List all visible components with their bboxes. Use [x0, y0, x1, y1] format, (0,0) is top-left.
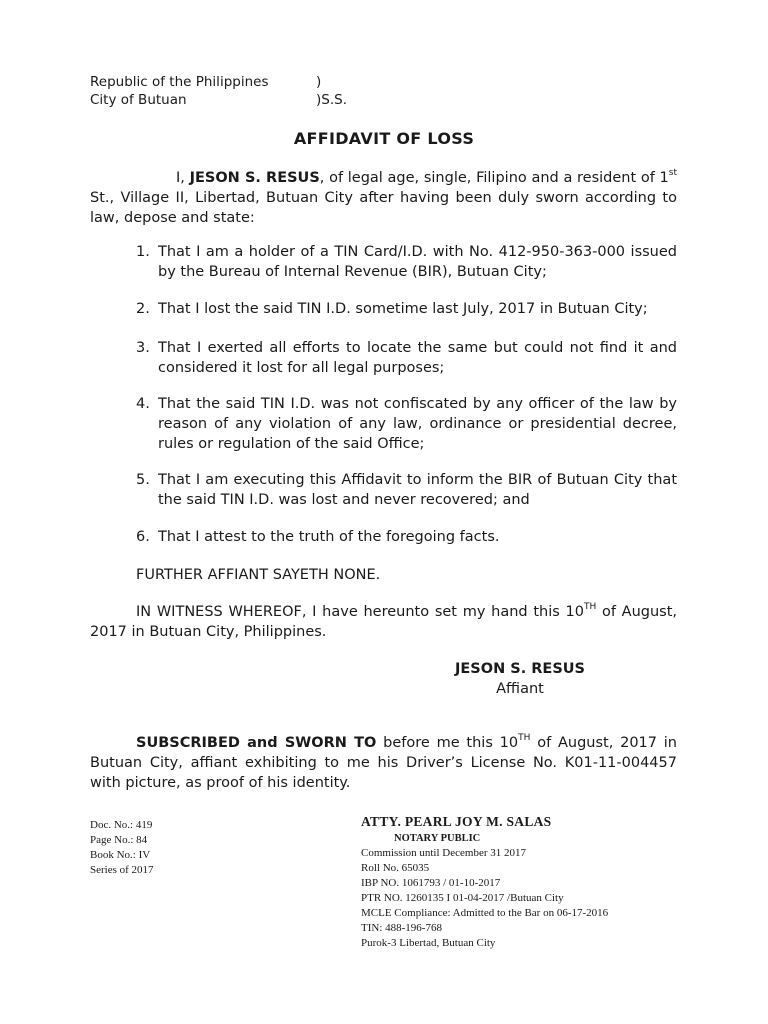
item-text: That the said TIN I.D. was not confiscated by any officer of the law by reason of any violation of any law, ordinance or presidential decree, rules or regulation of the said Office;: [158, 396, 677, 452]
further-affiant: FURTHER AFFIANT SAYETH NONE.: [136, 567, 381, 583]
intro-post1: , of legal age, single, Filipino and a resident of 1: [319, 170, 669, 186]
notary-title: NOTARY PUBLIC: [394, 833, 481, 844]
notary-mcle: MCLE Compliance: Admitted to the Bar on 06-17-2016: [361, 907, 609, 919]
subscribed-paragraph: [90, 733, 677, 793]
list-item: [136, 338, 677, 378]
item-number: 4.: [136, 396, 150, 412]
book-no: Book No.: IV: [90, 849, 151, 861]
page-no: Page No.: 84: [90, 834, 148, 846]
intro-paragraph: [90, 168, 677, 228]
list-item: [136, 299, 677, 319]
item-text: That I lost the said TIN I.D. sometime last July, 2017 in Butuan City;: [158, 301, 648, 317]
item-number: 6.: [136, 529, 150, 545]
item-text: That I attest to the truth of the foregoing facts.: [158, 529, 500, 545]
header-city: City of Butuan: [90, 92, 187, 108]
intro-sup: st: [668, 168, 677, 179]
subscribed-bold: SUBSCRIBED and SWORN TO: [136, 735, 377, 751]
notary-roll: Roll No. 65035: [361, 862, 430, 874]
affiant-label: Affiant: [496, 681, 544, 697]
document-title: AFFIDAVIT OF LOSS: [293, 129, 475, 148]
subscribed-mid: before me this 10: [376, 735, 519, 751]
item-number: 5.: [136, 472, 150, 488]
notary-name: ATTY. PEARL JOY M. SALAS: [361, 814, 552, 829]
header-paren-1: ): [316, 74, 322, 90]
witness-paragraph: [90, 602, 677, 642]
doc-info: [90, 818, 290, 878]
witness-pre: IN WITNESS WHEREOF, I have hereunto set my hand this 10: [136, 604, 584, 620]
notary-address: Purok-3 Libertad, Butuan City: [361, 937, 496, 949]
doc-no: Doc. No.: 419: [90, 819, 153, 831]
list-item: [136, 242, 677, 282]
header-ss: )S.S.: [316, 92, 347, 108]
list-item: [136, 527, 677, 547]
venue-header: [90, 73, 390, 109]
item-text: That I am executing this Affidavit to inform the BIR of Butuan City that the said TIN I.D. was lost and never recovered; and: [158, 472, 677, 508]
intro-pre: I,: [176, 170, 190, 186]
notary-tin: TIN: 488-196-768: [361, 922, 442, 934]
list-item: [136, 394, 677, 454]
subscribed-post: of August, 2017 in Butuan City, affiant exhibiting to me his Driver’s License No. K01-11-004457 with picture, as proof of his identity.: [90, 735, 678, 791]
intro-post2: St., Village II, Libertad, Butuan City after having been duly sworn according to law, depose and state:: [90, 190, 677, 226]
subscribed-sup: TH: [518, 733, 531, 744]
item-number: 1.: [136, 244, 150, 260]
affiant-name: JESON S. RESUS: [455, 661, 585, 677]
affiant-block: [420, 659, 620, 699]
witness-sup: TH: [583, 602, 597, 613]
witness-post: of August, 2017 in Butuan City, Philippines.: [90, 604, 678, 640]
item-text: That I exerted all efforts to locate the same but could not find it and considered it lost for all legal purposes;: [158, 340, 677, 376]
notary-block: [361, 813, 691, 951]
item-text: That I am a holder of a TIN Card/I.D. with No. 412-950-363-000 issued by the Bureau of Internal Revenue (BIR), Butuan City;: [158, 244, 677, 280]
notary-ibp: IBP NO. 1061793 / 01-10-2017: [361, 877, 501, 889]
notary-commission: Commission until December 31 2017: [361, 847, 526, 859]
item-number: 2.: [136, 301, 150, 317]
item-number: 3.: [136, 340, 150, 356]
affiant-name-inline: JESON S. RESUS: [189, 170, 320, 186]
notary-ptr: PTR NO. 1260135 I 01-04-2017 /Butuan City: [361, 892, 564, 904]
list-item: [136, 470, 677, 510]
header-republic: Republic of the Philippines: [90, 74, 269, 90]
series: Series of 2017: [90, 864, 154, 876]
